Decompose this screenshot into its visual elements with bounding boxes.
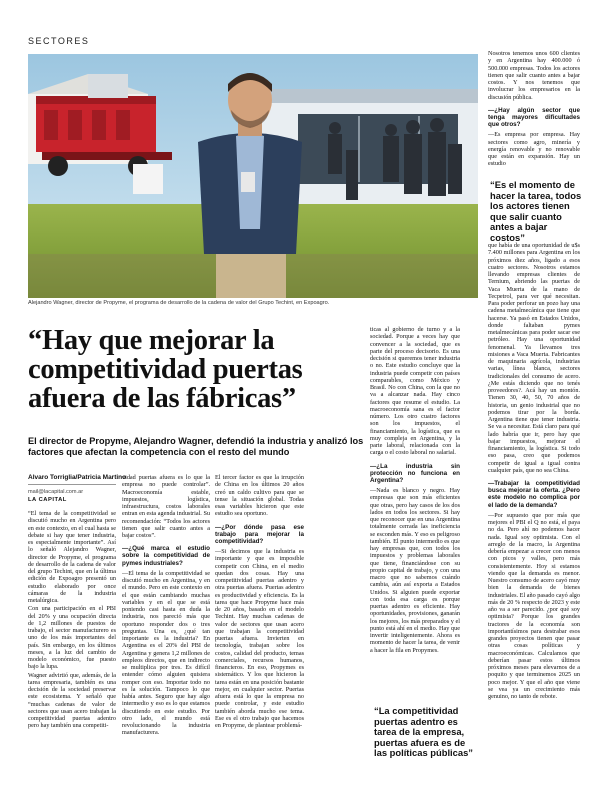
paragraph: —Si decimos que la industria es importante y que es imposible competir con China, en el medio quedan dos cosas. Hay una competitividad puertas adentro y otra puertas afuera. Puertas adentro es productividad y eficiencia. Es la tarea que hace Propyme hace más de 20 años, basado en el modelo Techint. Hay muchas cadenas de valor de sectores que usan acero que trabajan la competitividad puertas afuera. Invierten en tecnología, trabajan sobre los costos, calidad del producto, temas comerciales, recursos humanos, financieros. En eso, Propymes es sistemático. Y los que hicieron la tarea están en una posición bastante mejor, en cualquier sector. Puertas afuera está lo que la empresa no puede controlar, y este estudio también aborda mucho ese tema. Ese es el otro trabajo que hacemos en Propyme, de plantear problemá- [215, 548, 304, 730]
paragraph: Con una participación en el PBI del 20% y una ocupación directa de 1,2 millones de puestos de trabajo, el sector manufacturero es uno de los más importantes del país. Sin embargo, en los últimos meses, a la luz del cambio de modelo económico, fue puesto bajo la lupa. [28, 605, 116, 671]
paragraph: El tercer factor es que la irrupción de China en los últimos 20 años creó un caldo cultivo para que se tense la situación global. Todas esas variables hicieron que este estudio sea oportuno. [215, 474, 304, 518]
byline-publication: LA CAPITAL [28, 497, 67, 503]
interview-question: —¿La industria sin protección no funciona en Argentina? [370, 462, 460, 484]
interview-question: —Trabajar la competitividad busca mejorar la oferta. ¿Pero este modelo no complica por el lado de la demanda? [488, 480, 580, 509]
column-5-top [488, 50, 580, 172]
paragraph: que había de una oportunidad de u$s 7.400 millones para Argentina en los próximos diez años, ligado a esos cuatro sectores. Nosotros estamos llevando empresas clientes de Ternium, abriendo las puertas de Vaca Muerta de la mano de Tecpetrol, para ver qué necesitan. Para poder perforar un pozo hay una cadena metalmecánica que tiene que hacerse. Ya pasó en Estados Unidos, donde faltaban pymes metalmecánicas para poder sacar ese petróleo. Hay una oportunidad fenomenal. Ya llevamos tres misiones a Vaca Muerta. Fabricantes de maquinaria agrícola, industrias varias, línea blanca, sectores tradicionales del consumo de acero. ¿Me estás diciendo que no tenés proveedores?. Acá hay un montón. Tienen 30, 40, 50, 70 años de historia, un genio industrial que no podemos tirar por la borda. Argentina tiene que tener industria. Se va a necesitar. Está claro para qué lado habría que ir, pero hay que bajar impuestos, mejorar el financiamiento, la logística. Si todo eso pasa, creo que podemos competir de igual a igual contra cualquier país, que no sea China. [488, 242, 580, 474]
byline-divider [28, 484, 116, 485]
pull-quote-1: “Es el momento de hacer la tarea, todos los actores tienen que salir cuanto antes a bajar costos” [490, 179, 582, 243]
paragraph: —Por supuesto que por más que mejores el PBI el Q no está, el paya no da. Pero ahí no podemos hacer nada. Igual soy optimista. Con el arreglo de la macro, la Argentina debería empezar a crecer con menos con picos y valles, pero más consistentemente. Hoy si estamos viendo que la demanda es menor. Nuestro consumo de acero cayó muy bien la demanda de bienes industriales. El año pasado cayó algo más de 20 % respecto de 2023 y este año va a ser parecido. ¿por qué soy optimista? Porque los grandes tractores de la economía son importantísimos para destrabar esos grandes proyectos tienen que pasar otras cosas políticas y macroeconómicas. Calculamos que deberían pasar estos últimos próximos meses para elevarnos de a poquito y que terminemos 2025 un poco mejor. Y que el año que viene se vea ya un crecimiento más genuino, no tanto de rebote. [488, 511, 580, 701]
column-1 [28, 510, 116, 782]
article-photo [28, 54, 478, 298]
column-2 [122, 474, 210, 782]
paragraph: “El tema de la competitividad se discutió mucho en Argentina pero en este contexto, en el cual hasta se debate si hay que tener industria, es especialmente importante”. Así lo señaló Alejandro Wagner, director de Propyme, el programa de desarrollo de la cadena de valor del grupo Techint, que en la última edición de Expoagro presentó un estudio elaborado por once cámaras de la industria metalúrgica. [28, 510, 116, 604]
paragraph: —Es empresa por empresa. Hay sectores como agro, minería y energía renovable y no renovable que están en expansión. Hay un estudio [488, 131, 580, 168]
column-4 [370, 326, 460, 688]
headline: “Hay que mejorar la competitividad puertas afuera de las fábricas” [28, 325, 303, 414]
interview-question: —¿Hay algún sector que tenga mayores dificultades que otros? [488, 106, 580, 129]
interview-question: —¿Qué marca el estudio sobre la competitividad de pymes industriales? [122, 545, 210, 567]
paragraph: ticas al gobierno de turno y a la sociedad. Porque a veces hay que convencer a la sociedad, que es parte del proceso decisorio. Es una decisión si queremos tener industria o no. Este estudio concluye que la industria puede competir con países comparables, como México y Brasil. No con China, con la que no va a alcanzar nada. Hay cinco factores que resume el estudio. La macroeconomía sana es el factor número. Los otro cuatro factores son los impuestos, el financiamiento, la logística, que es muy compleja en Argentina, y la parte laboral, relacionada con la carga o el costo laboral no salarial. [370, 326, 460, 457]
pull-quote-2: “La competitividad puertas adentro es tarea de la empresa, puertas afuera es de las políticas públicas” [374, 705, 473, 759]
photo-caption: Alejandro Wagner, director de Propyme, el programa de desarrollo de la cadena de valor del Grupo Techint, en Expoagro. [28, 300, 330, 306]
interview-question: —¿Por dónde pasa ese trabajo para mejorar la competitividad? [215, 523, 304, 545]
subheadline: El director de Propyme, Alejandro Wagner, defendió la industria y analizó los factores que afectan la competencia con el resto del mundo [28, 436, 364, 457]
section-label: SECTORES [28, 36, 90, 46]
byline-email: mail@lacapital.com.ar [28, 489, 84, 495]
paragraph: vidad puertas afuera es lo que la empresa no puede controlar”. Macroeconomía estable, impuestos, logística, infraestructura, costos laborales entran en esta agenda industrial. Su recomendación: “Todos los actores tienen que salir cuanto antes a bajar costos”. [122, 474, 210, 539]
paragraph: —El tema de la competitividad se discutió mucho en Argentina, y en el mundo. Pero en este contexto en el que están cambiando muchas variables y en el que se está poniendo casi hasta en duda la industria, nos pareció más que oportuno responder dos o tres preguntas. Una es, ¿qué tan importante es la industria? En Argentina es el 20% del PBI de Argentina y genera 1,2 millones de empleos directos, que en indirecto se multiplica por tres. Es difícil entender cómo alguien quisiera romper con eso. Importar todo no es la solución. Tampoco lo que había antes. Seguro que hay algo intermedio y eso es lo que estamos discutiendo en este estudio. Por otro lado, el mundo está revolucionando la industria manufacturera. [122, 569, 210, 737]
byline-authors: Alvaro Torriglia/Patricia Martino [28, 474, 127, 481]
paragraph: Wagner advirtió que, además, de la tarea empresaria, también es una decisión de la sociedad preservar este ecosistema. Y señaló que “muchas cadenas de valor de sectores que usan acero trabajan la competitividad puertas adentro pero hay también una competiti- [28, 671, 116, 730]
expoagro-photo-illustration [28, 54, 478, 298]
paragraph: —Nada es blanco y negro. Hay empresas que son más eficientes que otras, pero hay casos de los dos lados en todos los sectores. Si hay que reconocer que en una Argentina totalmente cerrada las ineficiencia se esconden más. Y eso es peligroso también. El punto intermedio es que hay empresas que, con todos los impuestos y problemas laborales que tiene, financiándose con su propio capital de trabajo, y con una macro que no sabemos cuándo cambia, aún así exporta a Estados Unidos. Si alguien puede exportar con toda esa carga es porque puertas adentro es eficiente. Hay oportunidades, provisiones, ganarán los mejores, los más preparados y el punto está ahí en el medio. Hay que invertir inteligentemente. Ahora es momento de hacer la tarea, de venir a hacer la fila en Propymes. [370, 487, 460, 654]
column-3 [215, 474, 304, 782]
paragraph: Nosotros tenemos unos 600 clientes y en Argentina hay 400.000 ó 500.000 empresas. Todos los actores tienen que salir cuanto antes a bajar costos. Y nos tenemos que involucrar los empresarios en la discusión pública. [488, 50, 580, 101]
column-5-bottom [488, 242, 580, 782]
